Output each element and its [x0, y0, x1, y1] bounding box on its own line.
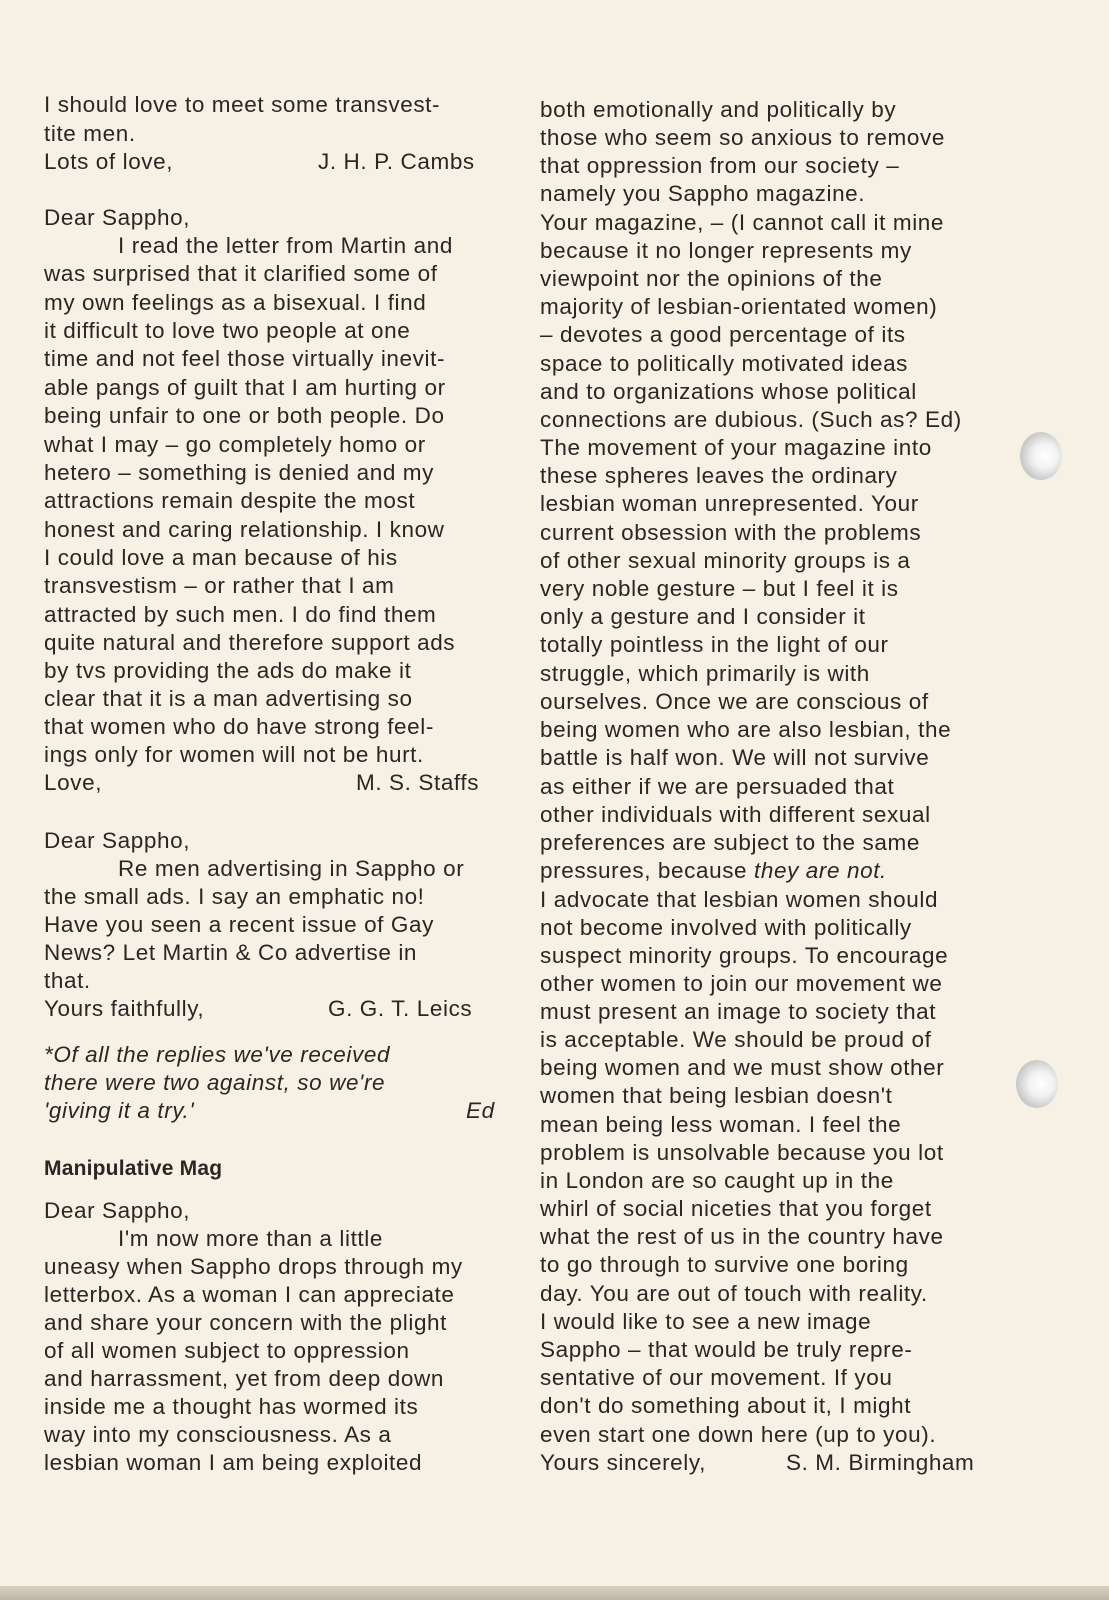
- text-line: transvestism – or rather that I am: [44, 573, 395, 598]
- text-line: was surprised that it clarified some of: [44, 261, 438, 286]
- text-line: uneasy when Sappho drops through my: [44, 1254, 463, 1279]
- text-line: time and not feel those virtually inevit-: [44, 346, 446, 371]
- section-heading: Manipulative Mag: [44, 1157, 223, 1180]
- text-line: by tvs providing the ads do make it: [44, 658, 412, 683]
- text-line: and harrassment, yet from deep down: [44, 1366, 444, 1391]
- text-line: I would like to see a new image: [540, 1309, 872, 1334]
- text-line: I'm now more than a little: [118, 1226, 384, 1251]
- text-line: other women to join our movement we: [540, 971, 943, 996]
- text-line: current obsession with the problems: [540, 520, 922, 545]
- salutation: Dear Sappho,: [44, 205, 191, 230]
- text-line: mean being less woman. I feel the: [540, 1112, 902, 1137]
- text-line: tite men.: [44, 121, 136, 146]
- text-line: lesbian woman unrepresented. Your: [540, 491, 919, 516]
- text-line: I could love a man because of his: [44, 545, 398, 570]
- text-line: and share your concern with the plight: [44, 1310, 448, 1335]
- text-line: – devotes a good percentage of its: [540, 322, 906, 347]
- text-line: Your magazine, – (I cannot call it mine: [540, 210, 945, 235]
- text-line: other individuals with different sexual: [540, 802, 931, 827]
- text-line: even start one down here (up to you).: [540, 1422, 937, 1447]
- text-run: pressures, because: [540, 858, 755, 883]
- text-line: being women and we must show other: [540, 1055, 945, 1080]
- text-line: what the rest of us in the country have: [540, 1224, 944, 1249]
- text-line: inside me a thought has wormed its: [44, 1394, 419, 1419]
- text-line: I advocate that lesbian women should: [540, 887, 939, 912]
- text-line: in London are so caught up in the: [540, 1168, 894, 1193]
- closing: Yours sincerely,: [540, 1450, 706, 1475]
- text-line: those who seem so anxious to remove: [540, 125, 945, 150]
- text-line: must present an image to society that: [540, 999, 937, 1024]
- text-line: because it no longer represents my: [540, 238, 912, 263]
- text-line: lesbian woman I am being exploited: [44, 1450, 423, 1475]
- text-line: majority of lesbian-orientated women): [540, 294, 938, 319]
- text-line: ings only for women will not be hurt.: [44, 742, 424, 767]
- text-line: battle is half won. We will not survive: [540, 745, 930, 770]
- text-line: don't do something about it, I might: [540, 1393, 912, 1418]
- text-line: viewpoint nor the opinions of the: [540, 266, 883, 291]
- salutation: Dear Sappho,: [44, 1198, 191, 1223]
- signature: S. M. Birmingham: [786, 1450, 975, 1475]
- text-line: Sappho – that would be truly repre-: [540, 1337, 913, 1362]
- closing: Love,: [44, 770, 103, 795]
- text-line: that women who do have strong feel-: [44, 714, 434, 739]
- text-line: these spheres leaves the ordinary: [540, 463, 898, 488]
- text-line: attracted by such men. I do find them: [44, 602, 437, 627]
- text-line: I should love to meet some transvest-: [44, 92, 441, 117]
- text-line: Have you seen a recent issue of Gay: [44, 912, 434, 937]
- signature: G. G. T. Leics: [328, 996, 473, 1021]
- text-line: what I may – go completely homo or: [44, 432, 426, 457]
- editor-note-line: 'giving it a try.': [44, 1098, 195, 1123]
- text-line: that.: [44, 968, 91, 993]
- page-edge: [0, 1586, 1109, 1600]
- closing: Yours faithfully,: [44, 996, 205, 1021]
- text-line: that oppression from our society –: [540, 153, 900, 178]
- text-line: of all women subject to oppression: [44, 1338, 410, 1363]
- text-line: day. You are out of touch with reality.: [540, 1281, 928, 1306]
- text-line: and to organizations whose political: [540, 379, 917, 404]
- text-line: honest and caring relationship. I know: [44, 517, 445, 542]
- editor-note-line: *Of all the replies we've received: [44, 1042, 391, 1067]
- text-line: quite natural and therefore support ads: [44, 630, 456, 655]
- text-line: letterbox. As a woman I can appreciate: [44, 1282, 455, 1307]
- text-line: struggle, which primarily is with: [540, 661, 870, 686]
- signature: M. S. Staffs: [356, 770, 480, 795]
- text-line: only a gesture and I consider it: [540, 604, 866, 629]
- emphasis: they are not.: [754, 858, 887, 883]
- text-line: as either if we are persuaded that: [540, 774, 895, 799]
- text-line: it difficult to love two people at one: [44, 318, 411, 343]
- text-line: way into my consciousness. As a: [44, 1422, 392, 1447]
- text-line: of other sexual minority groups is a: [540, 548, 911, 573]
- text-line: [540, 856, 887, 885]
- text-line: totally pointless in the light of our: [540, 632, 889, 657]
- text-line: being unfair to one or both people. Do: [44, 403, 445, 428]
- text-line: preferences are subject to the same: [540, 830, 920, 855]
- text-line: not become involved with politically: [540, 915, 912, 940]
- text-line: able pangs of guilt that I am hurting or: [44, 375, 446, 400]
- text-line: ourselves. Once we are conscious of: [540, 689, 929, 714]
- text-line: whirl of social niceties that you forget: [540, 1196, 932, 1221]
- text-line: Re men advertising in Sappho or: [118, 856, 465, 881]
- text-line: women that being lesbian doesn't: [540, 1083, 893, 1108]
- text-line: attractions remain despite the most: [44, 488, 416, 513]
- text-line: both emotionally and politically by: [540, 97, 897, 122]
- salutation: Dear Sappho,: [44, 828, 191, 853]
- editor-signature: Ed: [466, 1098, 495, 1123]
- text-line: The movement of your magazine into: [540, 435, 932, 460]
- editor-note-line: there were two against, so we're: [44, 1070, 386, 1095]
- text-line: being women who are also lesbian, the: [540, 717, 952, 742]
- closing: Lots of love,: [44, 149, 174, 174]
- punch-hole: [1020, 432, 1062, 480]
- text-line: to go through to survive one boring: [540, 1252, 909, 1277]
- text-line: namely you Sappho magazine.: [540, 181, 866, 206]
- text-line: suspect minority groups. To encourage: [540, 943, 949, 968]
- text-line: hetero – something is denied and my: [44, 460, 434, 485]
- text-line: very noble gesture – but I feel it is: [540, 576, 899, 601]
- text-line: is acceptable. We should be proud of: [540, 1027, 932, 1052]
- text-line: the small ads. I say an emphatic no!: [44, 884, 425, 909]
- text-line: problem is unsolvable because you lot: [540, 1140, 944, 1165]
- text-line: my own feelings as a bisexual. I find: [44, 290, 427, 315]
- text-line: I read the letter from Martin and: [118, 233, 453, 258]
- punch-hole: [1016, 1060, 1058, 1108]
- text-line: clear that it is a man advertising so: [44, 686, 413, 711]
- text-line: space to politically motivated ideas: [540, 351, 909, 376]
- text-line: News? Let Martin & Co advertise in: [44, 940, 418, 965]
- text-line: sentative of our movement. If you: [540, 1365, 893, 1390]
- text-line: connections are dubious. (Such as? Ed): [540, 407, 962, 432]
- signature: J. H. P. Cambs: [318, 149, 475, 174]
